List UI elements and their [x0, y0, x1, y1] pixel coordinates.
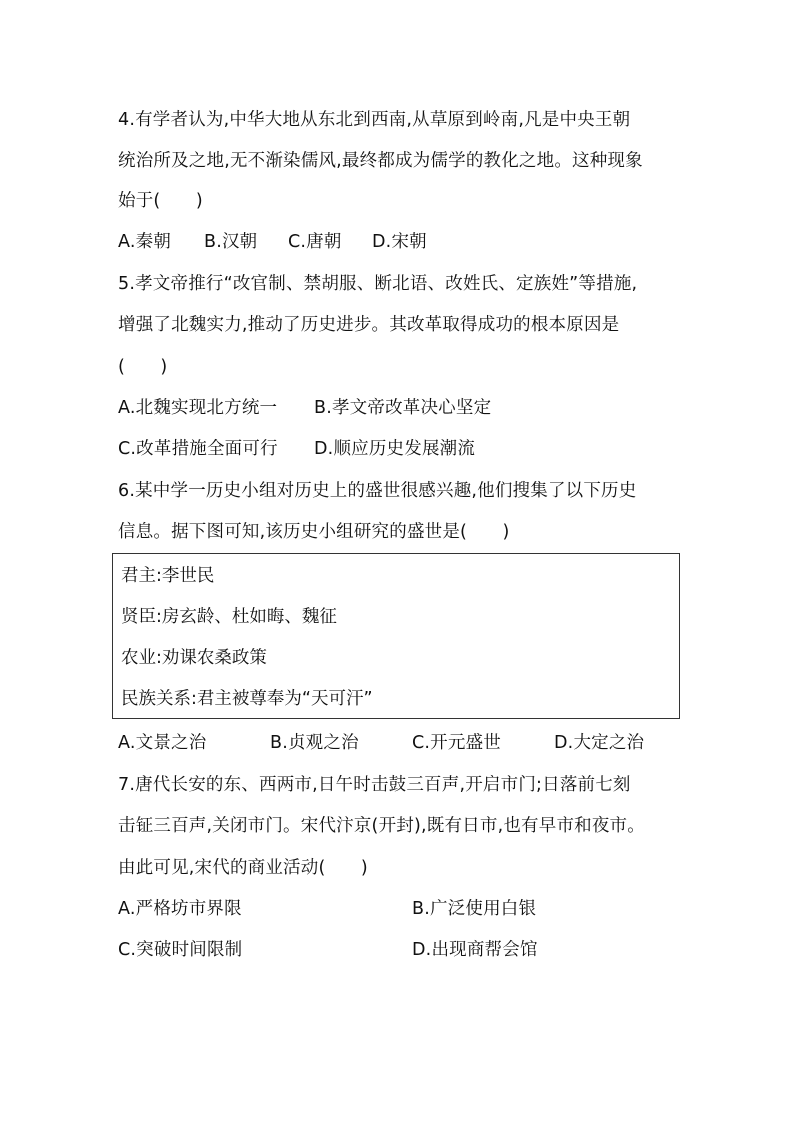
q7-options-row-1	[118, 897, 688, 921]
q7-option-c: C.突破时间限制	[118, 940, 243, 960]
q4-option-b: B.汉朝	[204, 232, 258, 252]
q6-box-line-agriculture: 农业:劝课农桑政策	[121, 648, 267, 668]
q6-box-line-ethnic-relations: 民族关系:君主被尊奉为“天可汗”	[121, 689, 373, 709]
q6-option-b: B.贞观之治	[270, 733, 359, 753]
q5-options-row-2	[118, 437, 688, 461]
q6-option-c: C.开元盛世	[412, 733, 501, 753]
q4-option-c: C.唐朝	[288, 232, 342, 252]
q5-stem-line-1: 5.孝文帝推行“改官制、禁胡服、断北语、改姓氏、定族姓”等措施,	[118, 274, 638, 294]
q6-options	[118, 731, 688, 755]
q4-stem-line-1: 4.有学者认为,中华大地从东北到西南,从草原到岭南,凡是中央王朝	[118, 110, 631, 130]
q5-option-b: B.孝文帝改革决心坚定	[314, 398, 492, 418]
q4-stem-line-3: 始于( )	[118, 191, 203, 211]
q7-stem-line-3: 由此可见,宋代的商业活动( )	[118, 858, 368, 878]
q6-option-d: D.大定之治	[554, 733, 645, 753]
q6-info-box	[112, 553, 680, 719]
q7-option-b: B.广泛使用白银	[412, 899, 537, 919]
q5-option-d: D.顺应历史发展潮流	[314, 439, 476, 459]
q5-options-row-1	[118, 396, 688, 420]
q4-options	[118, 230, 688, 254]
q4-option-a: A.秦朝	[118, 232, 172, 252]
q5-option-c: C.改革措施全面可行	[118, 439, 278, 459]
q7-stem-line-2: 击钲三百声,关闭市门。宋代汴京(开封),既有日市,也有早市和夜市。	[118, 816, 645, 836]
q6-box-line-ruler: 君主:李世民	[121, 566, 215, 586]
q5-stem-line-2: 增强了北魏实力,推动了历史进步。其改革取得成功的根本原因是	[118, 315, 620, 335]
q6-box-line-ministers: 贤臣:房玄龄、杜如晦、魏征	[121, 607, 337, 627]
q6-stem-line-1: 6.某中学一历史小组对历史上的盛世很感兴趣,他们搜集了以下历史	[118, 481, 637, 501]
q6-stem-line-2: 信息。据下图可知,该历史小组研究的盛世是( )	[118, 522, 510, 542]
q7-stem-line-1: 7.唐代长安的东、西两市,日午时击鼓三百声,开启市门;日落前七刻	[118, 775, 631, 795]
q6-option-a: A.文景之治	[118, 733, 207, 753]
q7-option-a: A.严格坊市界限	[118, 899, 242, 919]
q5-stem-line-3: ( )	[118, 357, 168, 377]
q7-options-row-2	[118, 938, 688, 962]
q4-stem-line-2: 统治所及之地,无不渐染儒风,最终都成为儒学的教化之地。这种现象	[118, 151, 643, 171]
q7-option-d: D.出现商帮会馆	[412, 940, 538, 960]
q5-option-a: A.北魏实现北方统一	[118, 398, 278, 418]
q4-option-d: D.宋朝	[372, 232, 427, 252]
